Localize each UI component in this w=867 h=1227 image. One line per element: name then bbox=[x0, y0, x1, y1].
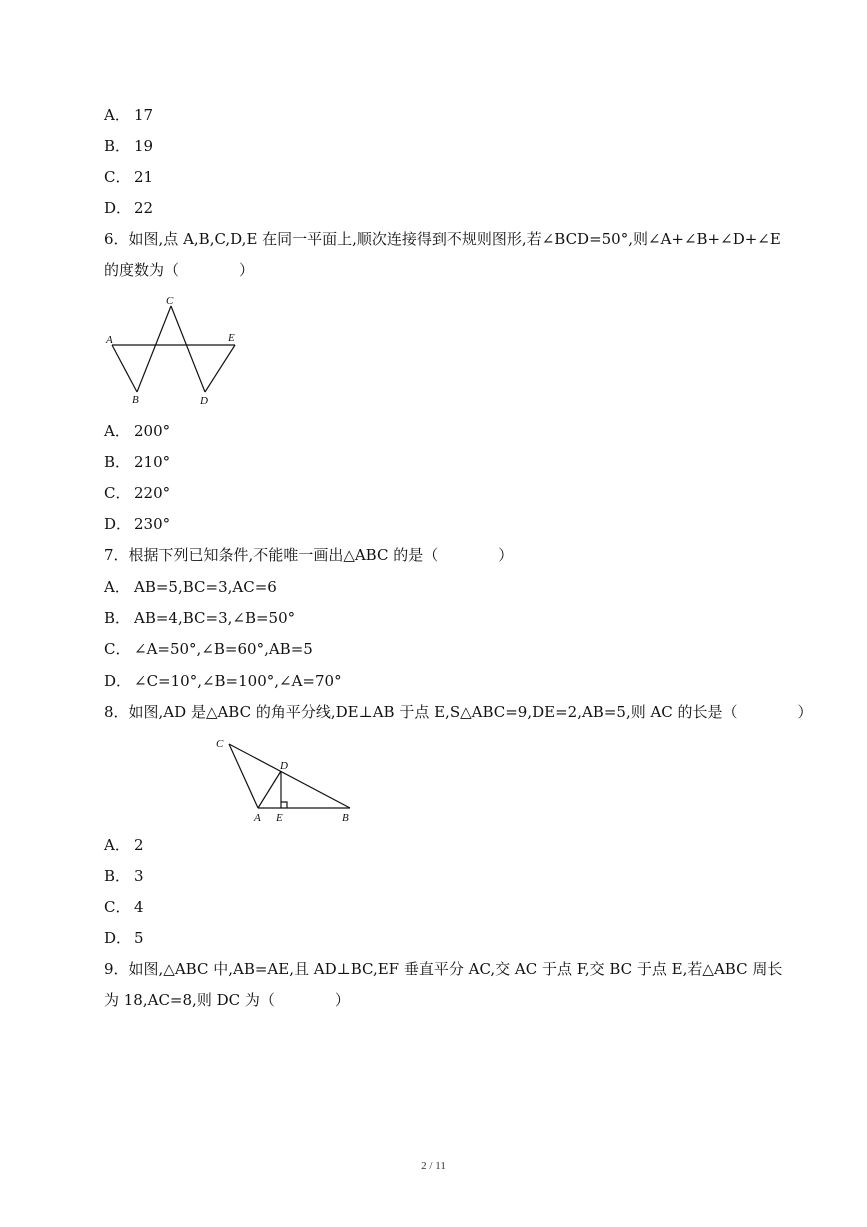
q7-option-b: B． AB=4,BC=3,∠B=50° bbox=[104, 609, 296, 627]
q5-option-d: D． 22 bbox=[104, 199, 154, 217]
q8-label-d: D bbox=[280, 760, 288, 772]
q5-option-b: B． 19 bbox=[104, 137, 154, 155]
q8-option-d: D． 5 bbox=[104, 929, 144, 947]
q6-stem-line1: 6．如图,点 A,B,C,D,E 在同一平面上,顺次连接得到不规则图形,若∠BCD=50°,则∠A+∠B+∠D+∠E bbox=[104, 230, 781, 248]
q7-option-c: C． ∠A=50°,∠B=60°,AB=5 bbox=[104, 640, 313, 658]
q8-figure bbox=[210, 733, 360, 825]
q6-segment-ab bbox=[112, 345, 137, 392]
q6-label-d: D bbox=[200, 395, 208, 407]
q8-label-e: E bbox=[276, 812, 283, 824]
q6-option-c: C． 220° bbox=[104, 484, 171, 502]
q6-segment-cd bbox=[171, 306, 205, 392]
q8-stem: 8．如图,AD 是△ABC 的角平分线,DE⊥AB 于点 E,S△ABC=9,DE=2,AB=5,则 AC 的长是（ ） bbox=[104, 703, 813, 721]
q8-right-angle-mark bbox=[281, 802, 287, 808]
q8-option-a: A． 2 bbox=[104, 836, 144, 854]
q9-stem-line1: 9．如图,△ABC 中,AB=AE,且 AD⊥BC,EF 垂直平分 AC,交 AC 于点 F,交 BC 于点 E,若△ABC 周长 bbox=[104, 960, 783, 978]
q8-label-c: C bbox=[216, 738, 224, 750]
q8-label-a: A bbox=[254, 812, 261, 824]
q6-option-b: B． 210° bbox=[104, 453, 171, 471]
q6-figure bbox=[100, 292, 250, 410]
q6-label-c: C bbox=[166, 295, 174, 307]
q7-option-a: A． AB=5,BC=3,AC=6 bbox=[104, 578, 277, 596]
q8-option-b: B． 3 bbox=[104, 867, 144, 885]
q6-segment-bc bbox=[137, 306, 171, 392]
q8-segment-ad bbox=[258, 771, 281, 808]
q7-stem: 7．根据下列已知条件,不能唯一画出△ABC 的是（ ） bbox=[104, 546, 514, 564]
q6-stem-line2: 的度数为（ ） bbox=[104, 261, 255, 279]
q8-segment-cb bbox=[229, 744, 350, 808]
q6-segment-de bbox=[205, 345, 235, 392]
q6-label-a: A bbox=[106, 334, 113, 346]
q8-label-b: B bbox=[342, 812, 349, 824]
q8-segment-ca bbox=[229, 744, 258, 808]
q8-option-c: C． 4 bbox=[104, 898, 144, 916]
q6-label-e: E bbox=[228, 332, 235, 344]
q9-stem-line2: 为 18,AC=8,则 DC 为（ ） bbox=[104, 991, 350, 1009]
q6-option-a: A． 200° bbox=[104, 422, 171, 440]
q6-label-b: B bbox=[132, 394, 139, 406]
q6-option-d: D． 230° bbox=[104, 515, 171, 533]
q7-option-d: D． ∠C=10°,∠B=100°,∠A=70° bbox=[104, 672, 342, 690]
page-number: 2 / 11 bbox=[421, 1160, 446, 1172]
q5-option-a: A． 17 bbox=[104, 106, 154, 124]
q5-option-c: C． 21 bbox=[104, 168, 154, 186]
